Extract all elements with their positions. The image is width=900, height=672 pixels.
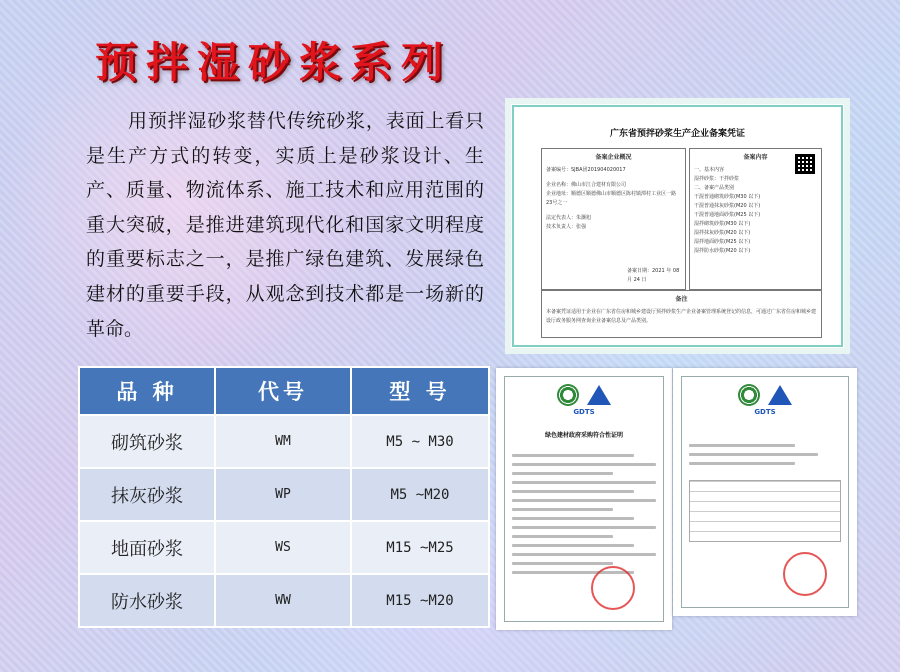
content-line: 二、备案产品类别: [694, 185, 735, 191]
certificate-note-box: [541, 290, 822, 338]
certificate-logos: [673, 384, 857, 416]
table-row: [79, 521, 489, 574]
page-title: 预拌湿砂浆系列: [95, 38, 453, 87]
legal-representative: 法定代表人：朱灏旭: [546, 215, 592, 221]
content-line: 湿拌抹灰砂浆(M20 以下): [694, 230, 751, 236]
green-seal-icon: [557, 384, 579, 406]
certificate-attachment-image: [673, 368, 857, 616]
technical-director: 技术负责人：张强: [546, 224, 587, 230]
certificate-product-table: [689, 480, 841, 542]
certificate-content-box: [689, 148, 822, 290]
header-code: 代号: [215, 367, 351, 415]
qr-code-icon: [795, 154, 815, 174]
row-code: WW: [215, 574, 351, 627]
row-name: 砌筑砂浆: [79, 415, 215, 468]
green-seal-icon: [738, 384, 760, 406]
green-material-certificate-image: [496, 368, 672, 630]
row-code: WP: [215, 468, 351, 521]
gdts-triangle-icon: [768, 385, 792, 405]
company-name: 企业名称：佛山市江合建材有限公司: [546, 182, 627, 188]
header-variety: 品 种: [79, 367, 215, 415]
content-line: 一、基本内容: [694, 167, 725, 173]
row-spec: M5 ~M20: [351, 468, 489, 521]
table-row: [79, 415, 489, 468]
table-row: [79, 468, 489, 521]
record-number: 备案编号：SJBA团201904020017: [546, 167, 626, 173]
content-line: 湿拌地面砂浆(M25 以下): [694, 239, 751, 245]
certificate-company-box: [541, 148, 686, 290]
content-box-header: 备案内容: [743, 154, 768, 161]
content-line: 干混普通地面砂浆(M25 以下): [694, 212, 761, 218]
company-address: 企业地址：顺德区顺德佛山市顺德区陈村镇潭村工业区一路23号之一: [546, 191, 677, 206]
product-table: [78, 366, 490, 628]
note-text: 本备案凭证适用于企业在广东省住房和城乡建设厅预拌砂浆生产企业备案管理系统登记的信息，可通过广东省住房和城乡建设厅政务服务网查询企业备案信息及产品类别。: [546, 309, 817, 324]
row-code: WM: [215, 415, 351, 468]
red-stamp-icon: [591, 566, 635, 610]
certificate-logos: [496, 384, 672, 416]
certificate-title: 绿色建材政府采购符合性证明: [544, 432, 623, 439]
company-box-header: 备案企业概况: [595, 154, 632, 161]
intro-paragraph: 用预拌湿砂浆替代传统砂浆，表面上看只是生产方式的转变，实质上是砂浆设计、生产、质量、物流体系、施工技术和应用范围的重大突破，是推进建筑现代化和国家文明程度的重要标志之一，是推广绿色建筑、发展绿色建材的重要手段，从观念到技术都是一场新的革命。: [86, 110, 484, 340]
red-stamp-icon: [783, 552, 827, 596]
content-line: 干混普通抹灰砂浆(M20 以下): [694, 203, 761, 209]
row-spec: M15 ~M20: [351, 574, 489, 627]
content-line: 干混普通砌筑砂浆(M30 以下): [694, 194, 761, 200]
filing-certificate-image: [505, 98, 850, 354]
certificate-body-text: [512, 448, 656, 580]
row-name: 抹灰砂浆: [79, 468, 215, 521]
content-line: 湿拌砌筑砂浆(M30 以下): [694, 221, 751, 227]
row-name: 防水砂浆: [79, 574, 215, 627]
certificate-body-text: [689, 438, 841, 471]
table-row: [79, 574, 489, 627]
table-header-row: [79, 367, 489, 415]
gdts-logo-text: GDTS: [573, 408, 595, 416]
row-code: WS: [215, 521, 351, 574]
content-line: 湿拌防水砂浆(M20 以下): [694, 248, 751, 254]
note-header: 备注: [675, 296, 688, 303]
filing-date: 备案日期：2021 年 08 月 24 日: [627, 268, 680, 283]
header-model: 型 号: [351, 367, 489, 415]
content-line: 湿拌砂浆：干拌砂浆: [694, 176, 740, 182]
row-name: 地面砂浆: [79, 521, 215, 574]
certificate-title: 广东省预拌砂浆生产企业备案凭证: [609, 129, 745, 139]
gdts-triangle-icon: [587, 385, 611, 405]
row-spec: M15 ~M25: [351, 521, 489, 574]
row-spec: M5 ~ M30: [351, 415, 489, 468]
gdts-logo-text: GDTS: [754, 408, 776, 416]
